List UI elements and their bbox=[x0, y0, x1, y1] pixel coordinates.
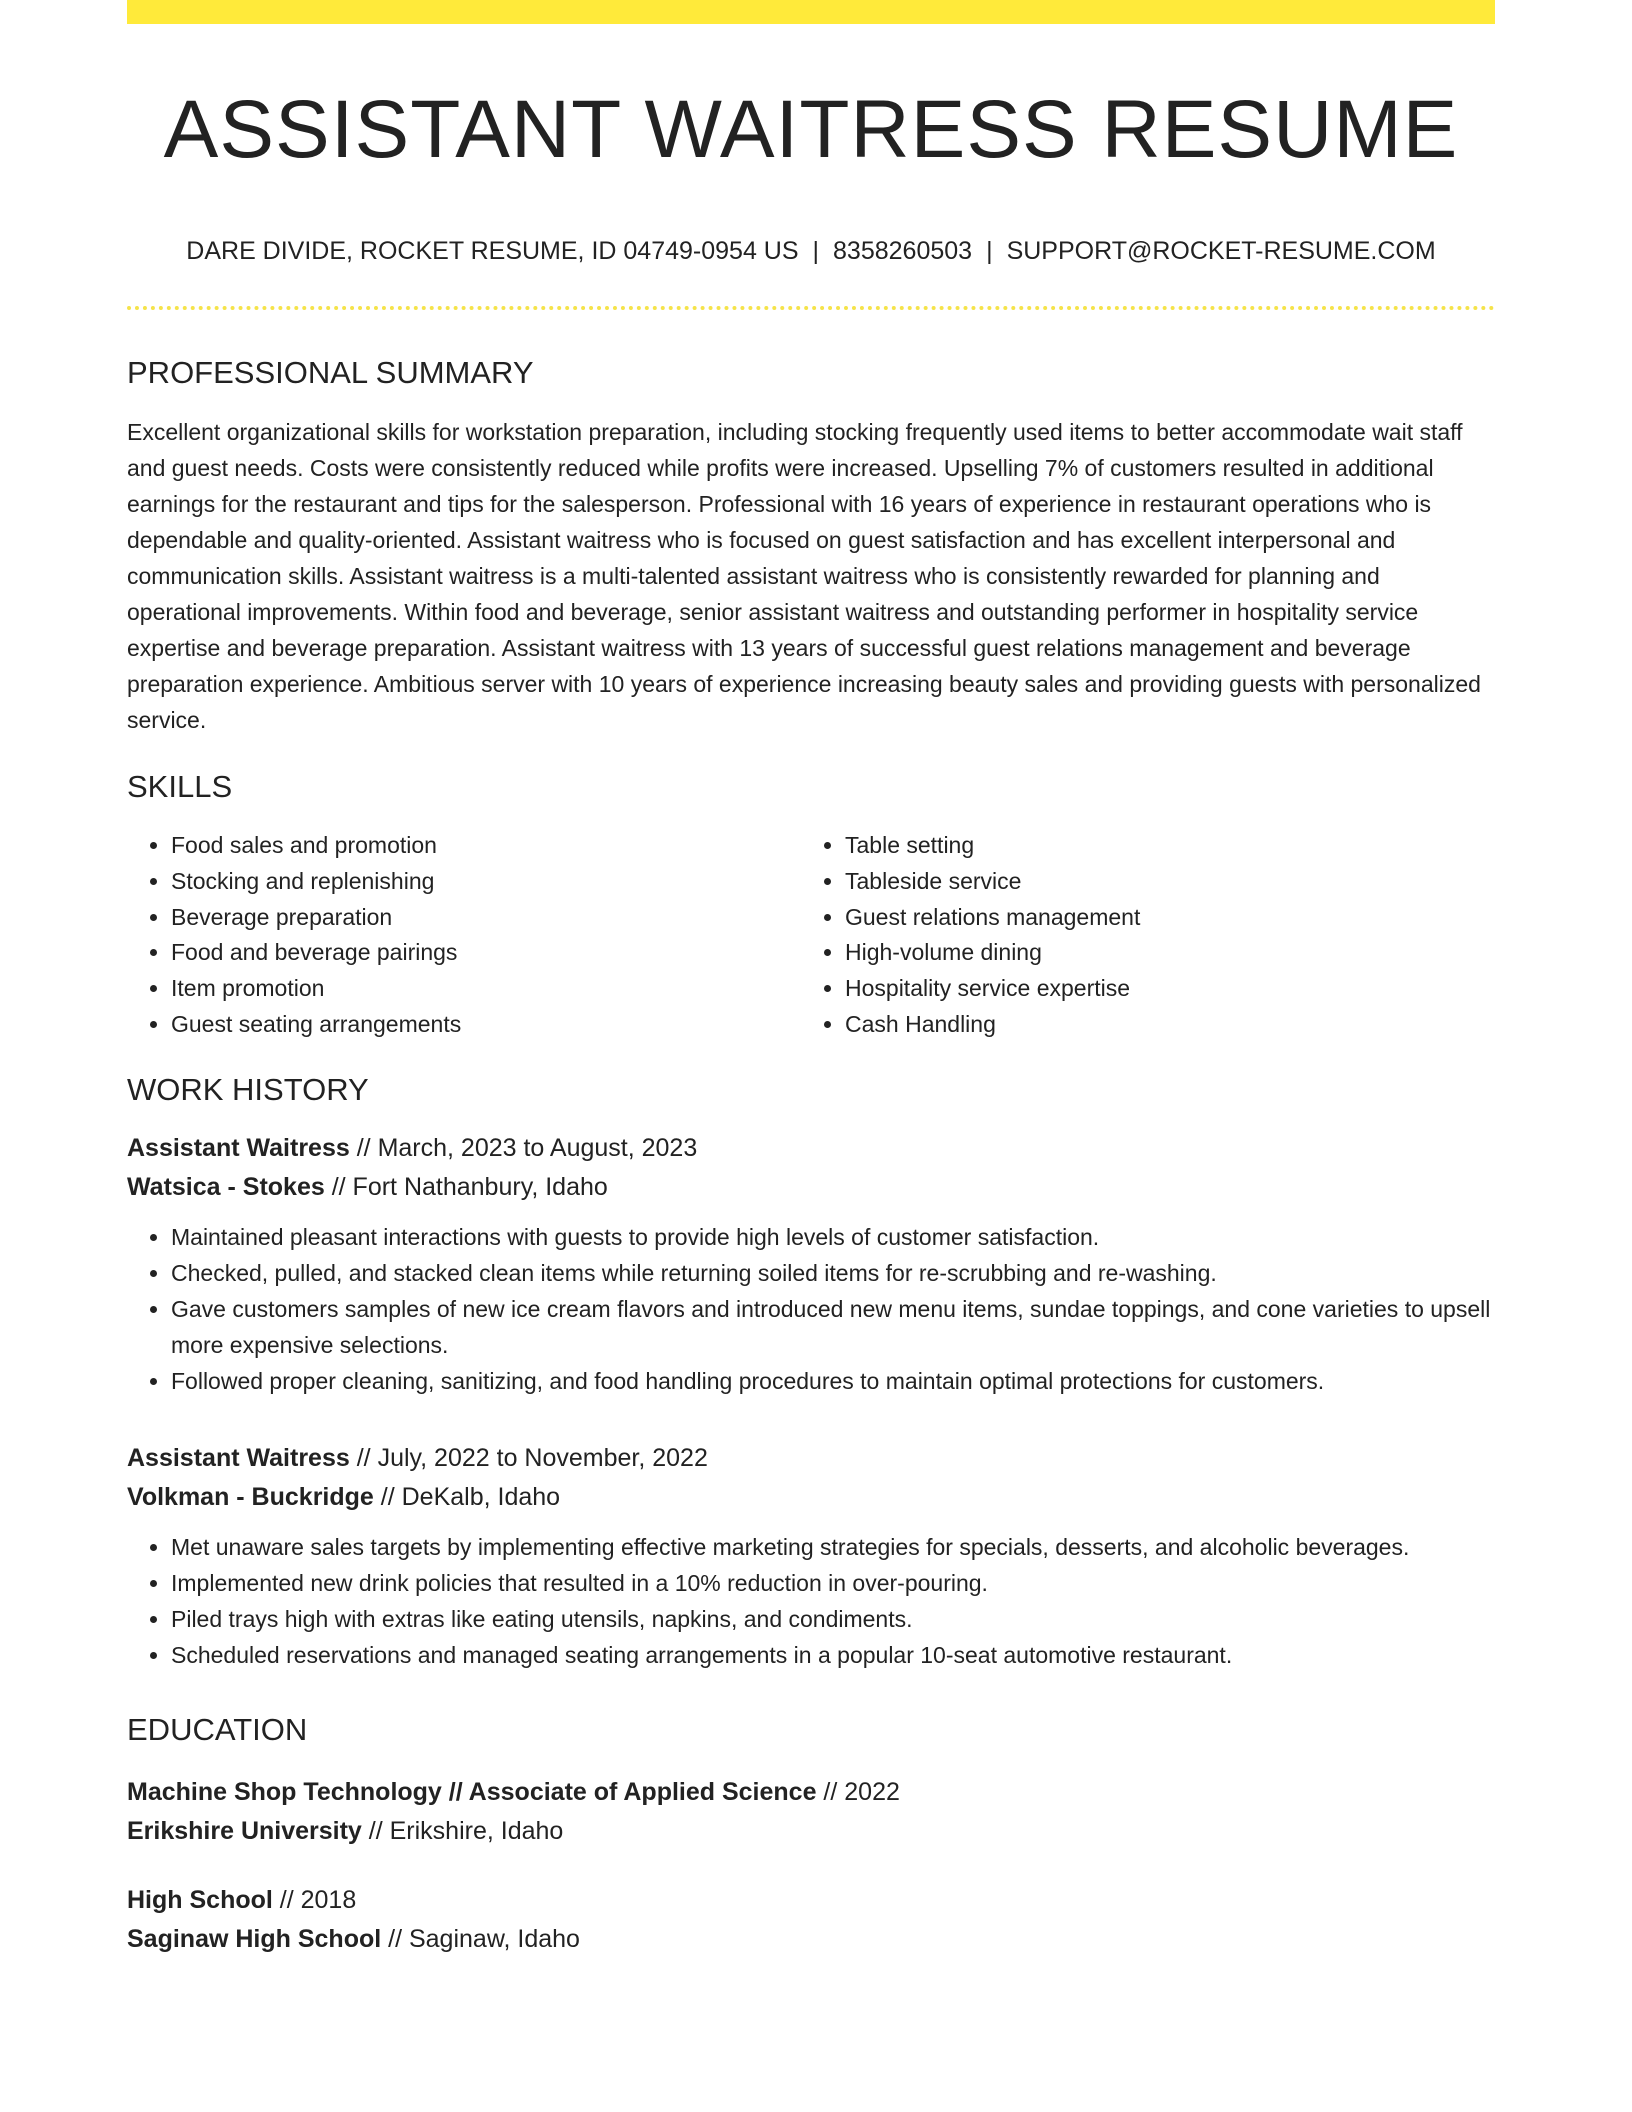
education-school: Erikshire University bbox=[127, 1816, 362, 1845]
dotted-divider bbox=[127, 306, 1495, 310]
top-accent-bar bbox=[127, 0, 1495, 24]
skill-item: • Hospitality service expertise bbox=[845, 971, 1475, 1007]
contact-separator: | bbox=[986, 237, 993, 265]
resume-page bbox=[127, 0, 1495, 1959]
summary-heading: PROFESSIONAL SUMMARY bbox=[127, 355, 534, 390]
education-degree: High School bbox=[127, 1885, 273, 1914]
education-school: Saginaw High School bbox=[127, 1924, 382, 1953]
education-entry bbox=[127, 1881, 1495, 1959]
job-dates: // March, 2023 to August, 2023 bbox=[349, 1133, 698, 1162]
skill-item: • Cash Handling bbox=[845, 1007, 1475, 1043]
resume-title: ASSISTANT WAITRESS RESUME bbox=[163, 84, 1459, 175]
job-bullets bbox=[127, 1529, 1495, 1673]
job-bullets bbox=[127, 1219, 1495, 1399]
job-location: // Fort Nathanbury, Idaho bbox=[324, 1172, 608, 1201]
skill-item: • Beverage preparation bbox=[171, 900, 801, 936]
contact-email: SUPPORT@ROCKET-RESUME.COM bbox=[1006, 237, 1436, 265]
education-location: // Saginaw, Idaho bbox=[381, 1924, 580, 1953]
skills-column-left bbox=[127, 828, 801, 1043]
education-year: // 2022 bbox=[816, 1777, 900, 1806]
skill-item: • Stocking and replenishing bbox=[171, 864, 801, 900]
education-school-line bbox=[127, 1920, 1495, 1959]
job-bullet: • Piled trays high with extras like eating utensils, napkins, and condiments. bbox=[171, 1601, 1495, 1637]
education-degree: Machine Shop Technology // Associate of Applied Science bbox=[127, 1777, 817, 1806]
work-history-heading: WORK HISTORY bbox=[127, 1071, 369, 1107]
skill-item: • Guest seating arrangements bbox=[171, 1007, 801, 1043]
job-company: Watsica - Stokes bbox=[127, 1172, 325, 1201]
job-location: // DeKalb, Idaho bbox=[373, 1482, 561, 1511]
skill-item: • Guest relations management bbox=[845, 900, 1475, 936]
education-location: // Erikshire, Idaho bbox=[361, 1816, 564, 1845]
job-company-line bbox=[127, 1478, 1495, 1517]
job-position: Assistant Waitress bbox=[127, 1443, 350, 1472]
job-entry bbox=[127, 1439, 1495, 1673]
skill-item: • Table setting bbox=[845, 828, 1475, 864]
education-degree-line bbox=[127, 1773, 1495, 1812]
job-entry bbox=[127, 1129, 1495, 1399]
contact-phone: 8358260503 bbox=[833, 237, 973, 265]
education-heading: EDUCATION bbox=[127, 1711, 308, 1747]
job-bullet: • Met unaware sales targets by implementing effective marketing strategies for specials, desserts, and alcoholic beverages. bbox=[171, 1529, 1495, 1565]
skill-item: • Food sales and promotion bbox=[171, 828, 801, 864]
skills-list bbox=[127, 828, 1495, 1043]
contact-line bbox=[127, 234, 1495, 268]
education-degree-line bbox=[127, 1881, 1495, 1920]
job-title-line bbox=[127, 1129, 1495, 1168]
job-company-line bbox=[127, 1168, 1495, 1207]
skill-item: • Tableside service bbox=[845, 864, 1475, 900]
job-bullet: • Checked, pulled, and stacked clean items while returning soiled items for re-scrubbing and re-washing. bbox=[171, 1255, 1495, 1291]
skill-item: • Food and beverage pairings bbox=[171, 935, 801, 971]
skills-column-right bbox=[801, 828, 1475, 1043]
skill-item: • Item promotion bbox=[171, 971, 801, 1007]
job-company: Volkman - Buckridge bbox=[127, 1482, 374, 1511]
skill-item: • High-volume dining bbox=[845, 935, 1475, 971]
skills-heading: SKILLS bbox=[127, 769, 233, 804]
job-dates: // July, 2022 to November, 2022 bbox=[349, 1443, 708, 1472]
education-school-line bbox=[127, 1812, 1495, 1851]
job-position: Assistant Waitress bbox=[127, 1133, 350, 1162]
education-entry bbox=[127, 1773, 1495, 1851]
job-title-line bbox=[127, 1439, 1495, 1478]
contact-address: DARE DIVIDE, ROCKET RESUME, ID 04749-0954 US bbox=[186, 237, 799, 265]
job-bullet: • Scheduled reservations and managed seating arrangements in a popular 10-seat automotive restaurant. bbox=[171, 1637, 1495, 1673]
job-bullet: • Followed proper cleaning, sanitizing, and food handling procedures to maintain optimal protections for customers. bbox=[171, 1363, 1495, 1399]
job-bullet: • Gave customers samples of new ice cream flavors and introduced new menu items, sundae toppings, and cone varieties to upsell more expensive selections. bbox=[171, 1291, 1495, 1363]
job-bullet: • Implemented new drink policies that resulted in a 10% reduction in over-pouring. bbox=[171, 1565, 1495, 1601]
summary-text: Excellent organizational skills for workstation preparation, including stocking frequently used items to better accommodate wait staff and guest needs. Costs were consistently reduced while profits were increased. Upselling 7% of customers resulted in additional earnings for the restaurant and tips for the salesperson. Professional with 16 years of experience in restaurant operations who is dependable and quality-oriented. Assistant waitress who is focused on guest satisfaction and has excellent interpersonal and communication skills. Assistant waitress is a multi-talented assistant waitress who is consistently rewarded for planning and operational improvements. Within food and beverage, senior assistant waitress and outstanding performer in hospitality service expertise and beverage preparation. Assistant waitress with 13 years of successful guest relations management and beverage preparation experience. Ambitious server with 10 years of experience increasing beauty sales and providing guests with personalized service. bbox=[127, 419, 1481, 733]
education-year: // 2018 bbox=[272, 1885, 357, 1914]
contact-separator: | bbox=[812, 237, 820, 265]
job-bullet: • Maintained pleasant interactions with guests to provide high levels of customer satisfaction. bbox=[171, 1219, 1495, 1255]
